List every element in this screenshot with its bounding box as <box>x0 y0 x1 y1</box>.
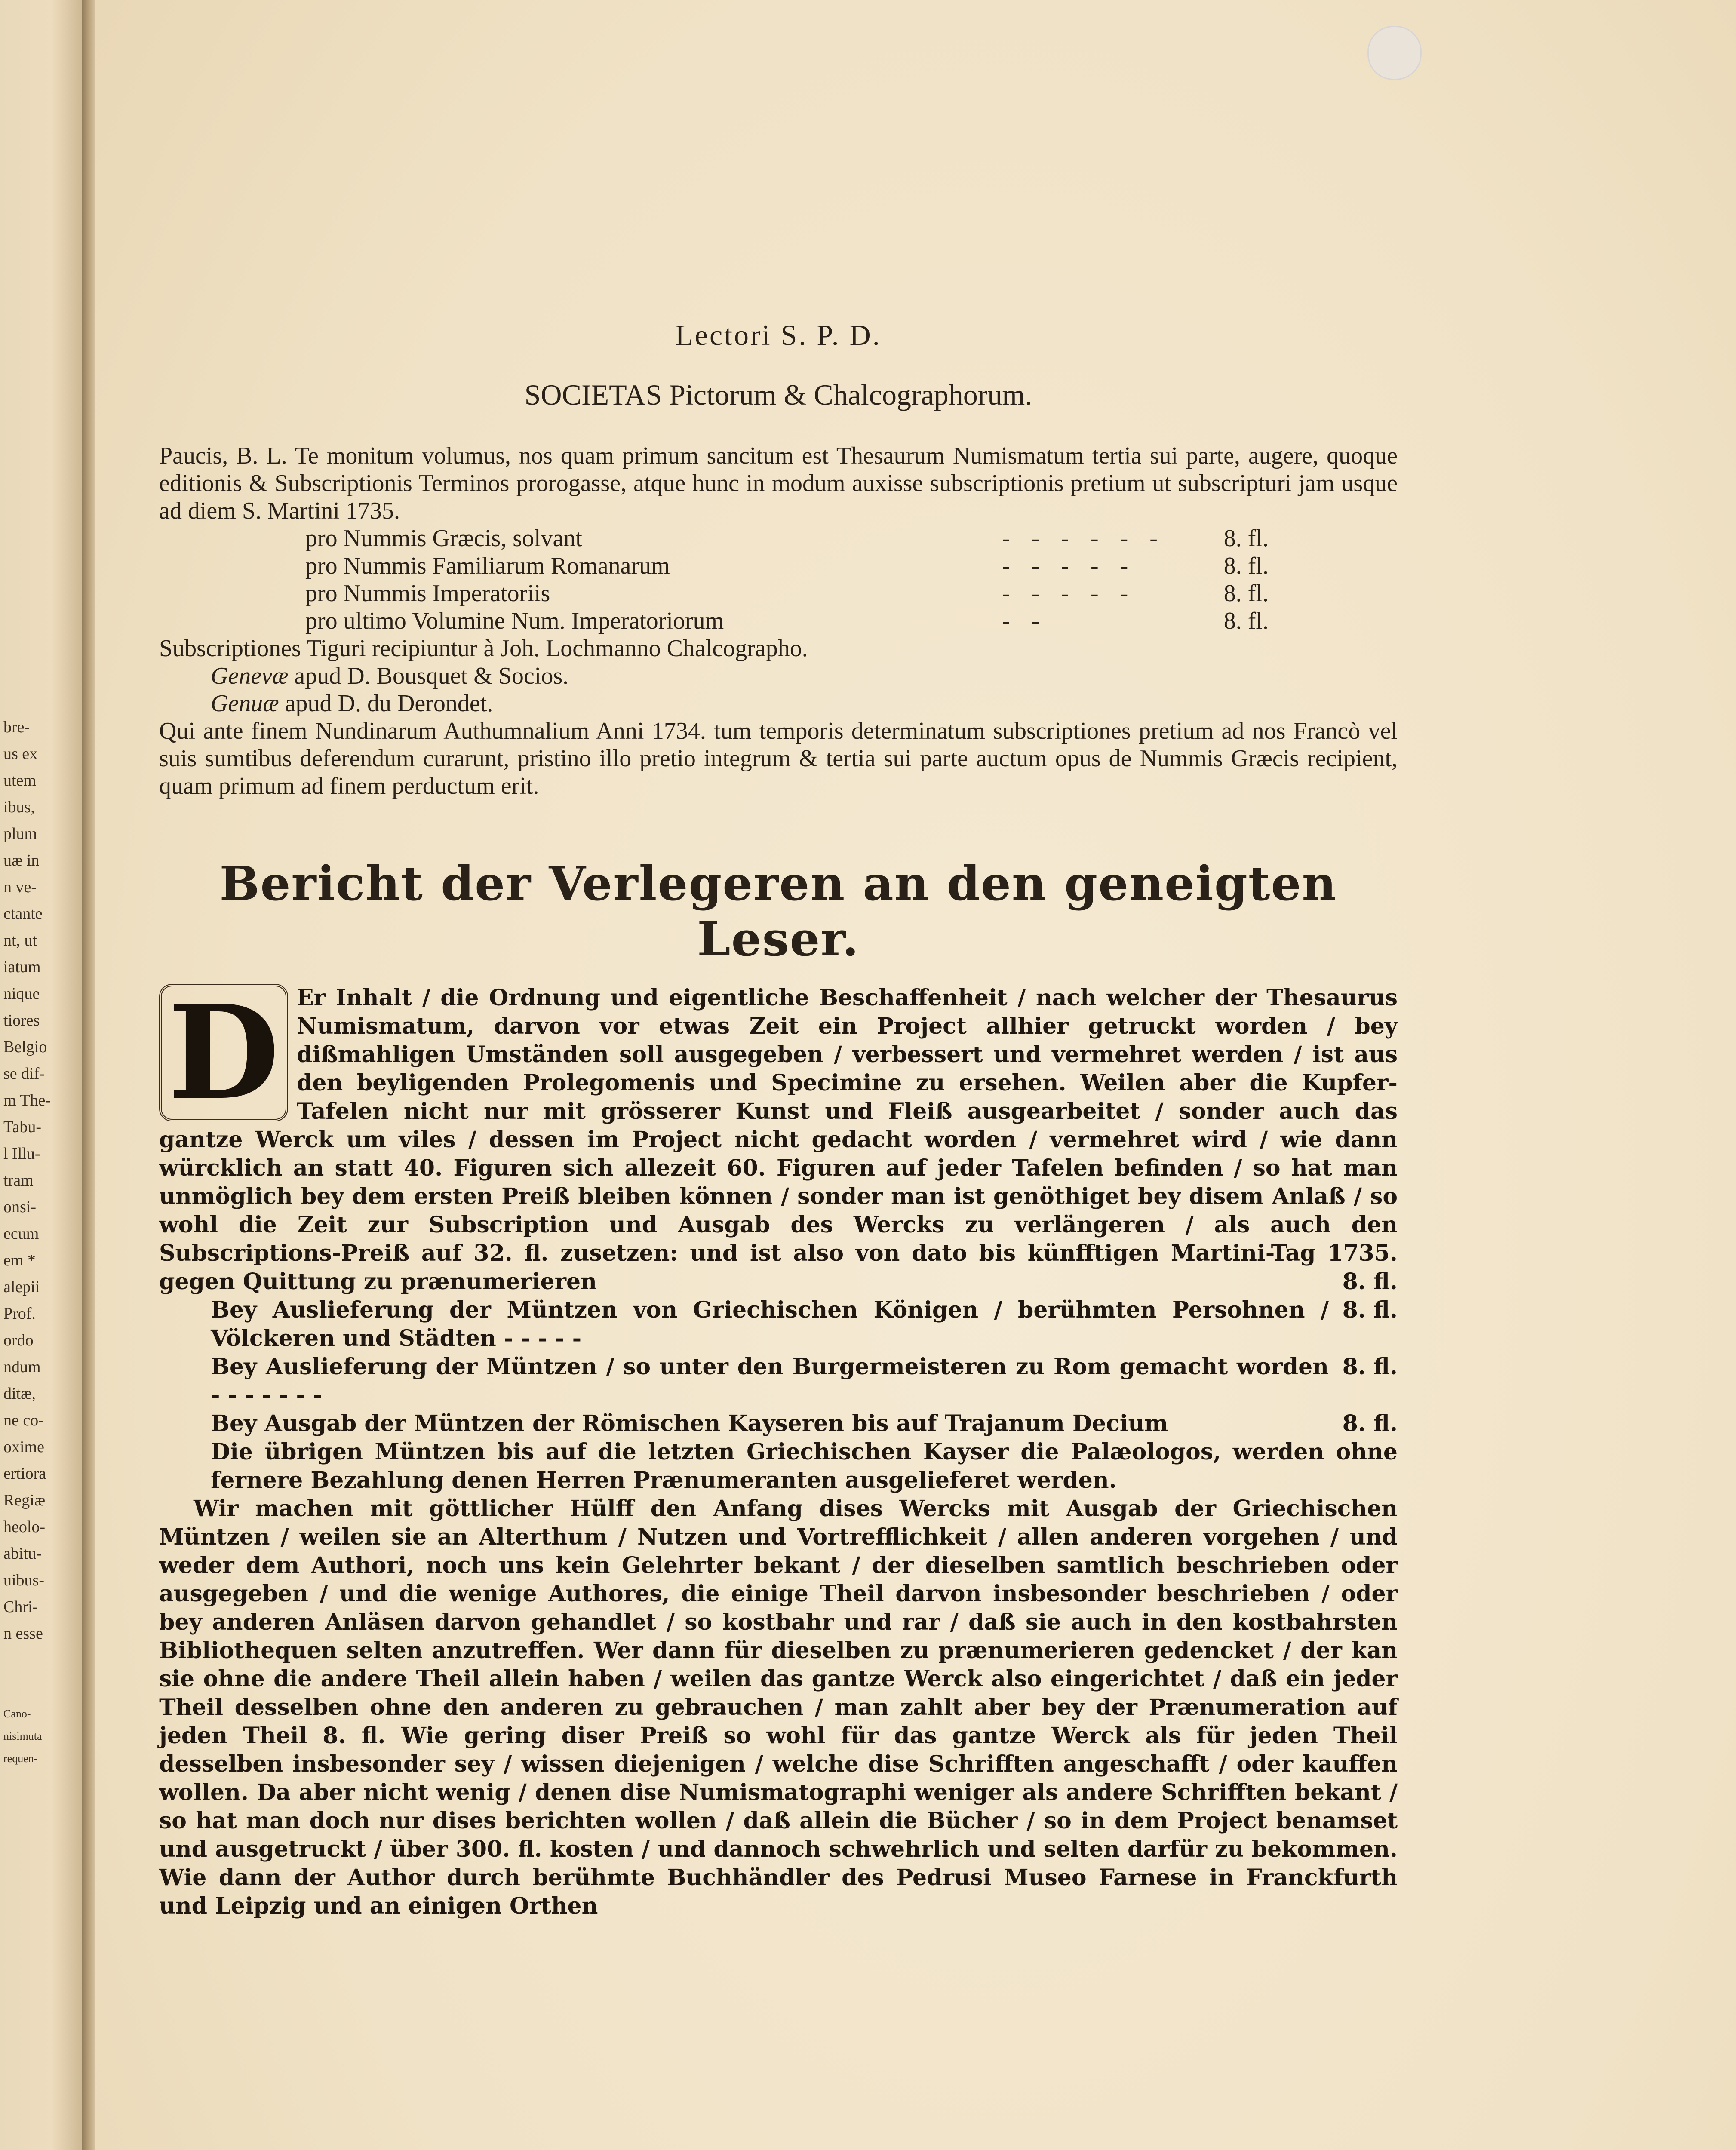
german-body <box>159 977 1398 1920</box>
genua-agent: apud D. du Derondet. <box>279 690 493 717</box>
german-price-desc <box>211 1410 1329 1438</box>
left-page-text <box>3 714 81 1647</box>
latin-geneva-line <box>159 662 1398 690</box>
left-page-fragment: us ex <box>3 745 38 763</box>
price-row <box>305 607 1269 635</box>
left-page-fragment: nique <box>3 985 40 1003</box>
german-price-text: Bey Auslieferung der Müntzen / so unter den Burgermeisteren zu Rom gemacht worden <box>211 1354 1329 1380</box>
left-page-fragment: ditæ, <box>3 1385 36 1403</box>
left-page-fragment: ndum <box>3 1358 41 1376</box>
price-label: pro ultimo Volumine Num. Imperatoriorum <box>305 608 724 634</box>
left-page-small-fragment: requen- <box>3 1752 38 1765</box>
german-price-dashes: - - - - - - - <box>211 1382 323 1408</box>
left-page-fragment: uibus- <box>3 1571 44 1589</box>
german-price-amount: 8. fl. <box>1342 1297 1398 1323</box>
left-page-fragment: alepii <box>3 1278 40 1296</box>
left-page-fragment: bre- <box>3 718 30 736</box>
price-row <box>305 580 1269 607</box>
latin-heading-societas: SOCIETAS Pictorum & Chalcographorum. <box>524 378 1032 411</box>
price-dashes: - - - - - <box>1002 580 1136 607</box>
left-page-small-text <box>3 1703 81 1770</box>
german-price-row <box>159 1353 1398 1410</box>
left-page-small-fragment: Cano- <box>3 1708 31 1720</box>
left-page-fragment: tram <box>3 1171 34 1189</box>
german-para1-wrap <box>159 977 1398 1296</box>
german-para2: Wir machen mit göttlicher Hülff den Anfang dises Wercks mit Ausgab der Griechischen Müntzen / weilen sie an Alterthum / Nutzen und Vortrefflichkeit / allen anderen vorgehen / und weder dem Authori, noch uns kein Gelehrter bekant / der dieselben samtlich beschrieben oder ausgegeben / und die wenige Authores, die einige Theil darvon insbesonder beschrieben / oder bey anderen Anläsen darvon gehandlet / so kostbahr und rar / daß sie auch in den kostbahrsten Bibliothequen selten anzutreffen. Wer dann für dieselben zu prænumerieren gedencket / der kan sie ohne die andere Theil allein haben / weilen das gantze Werck also eingerichtet / daß ein jeder Theil desselben ohne den anderen zu gebrauchen / man zahlt aber bey der Prænumeration auf jeden Theil 8. fl. Wie gering diser Preiß so wohl für das gantze Werck als für jeden Theil desselben insbesonder sey / wissen diejenigen / welche dise Schrifften angeschafft / oder kauffen wollen. Da aber nicht wenig / denen dise Numismatographi weniger als andere Schrifften bekant / so hat man doch nur dises berichten wollen / daß allein die Bücher / so in dem Project benamset und ausgetruckt / über 300. fl. kosten / und dannoch schwehrlich und selten darfür zu bekommen. Wie dann der Author durch berühmte Buchhändler des Pedrusi Museo Farnese in Franckfurth und Leipzig und an einigen Orthen <box>159 1496 1398 1919</box>
latin-closing: Qui ante finem Nundinarum Authumnalium Anni 1734. tum temporis determinatum subscriptiones pretium ad nos Francò vel suis sumtibus deferendum curarunt, pristino illo pretio integrum & tertia sui parte auctum opus de Nummis Græcis recipient, quam primum ad finem perductum erit. <box>159 718 1398 799</box>
german-price-text: Bey Ausgab der Müntzen der Römischen Kayseren bis auf Trajanum Decium <box>211 1410 1168 1437</box>
left-page-fragment: em * <box>3 1251 36 1269</box>
latin-heading-lectori: Lectori S. P. D. <box>675 319 882 351</box>
left-page-fragment: ibus, <box>3 798 35 816</box>
german-price-desc <box>211 1353 1329 1410</box>
german-rest-note: Die übrigen Müntzen bis auf die letzten Griechischen Kayser die Palæologos, werden ohne fernere Bezahlung denen Herren Prænumeranten ausgelieferet werden. <box>211 1439 1398 1493</box>
left-page-fragment: uæ in <box>3 851 40 869</box>
left-page-fragment: utem <box>3 771 36 789</box>
left-page-fragment: l Illu- <box>3 1145 40 1163</box>
decorated-initial: D <box>159 984 288 1121</box>
price-dashes: - - - - - - <box>1002 525 1165 552</box>
left-page-fragment: iatum <box>3 958 41 976</box>
german-heading: Bericht der Verlegeren an den geneigten Leser. <box>219 856 1337 967</box>
left-page-fragment: Chri- <box>3 1598 38 1616</box>
german-price-desc <box>211 1296 1329 1353</box>
left-page-fragment: onsi- <box>3 1198 36 1216</box>
left-page-fragment: n esse <box>3 1625 43 1643</box>
left-page-fragment: Belgio <box>3 1038 47 1056</box>
left-page-edge <box>0 0 86 2150</box>
german-price-row <box>159 1410 1398 1438</box>
left-page-fragment: ordo <box>3 1331 34 1349</box>
left-page-fragment: abitu- <box>3 1545 42 1563</box>
left-page-fragment: m The- <box>3 1091 51 1109</box>
german-price-text: Bey Auslieferung der Müntzen von Griechischen Königen / berühmten Persohnen / Völckeren und Städten <box>211 1297 1329 1351</box>
price-label: pro Nummis Familiarum Romanarum <box>305 553 670 579</box>
german-price-amount: 8. fl. <box>1342 1410 1398 1437</box>
geneva-agent: apud D. Bousquet & Socios. <box>288 663 569 689</box>
german-para1-amount: 8. fl. <box>1342 1268 1398 1295</box>
latin-genua-line <box>159 690 1398 717</box>
page-content <box>159 318 1398 1920</box>
price-dashes: - - - - - <box>1002 553 1136 579</box>
left-page-fragment: tiores <box>3 1011 40 1029</box>
latin-subscriptiones: Subscriptiones Tiguri recipiuntur à Joh. Lochmanno Chalcographo. <box>159 635 808 662</box>
left-page-fragment: Regiæ <box>3 1491 46 1509</box>
left-page-fragment: se dif- <box>3 1065 45 1083</box>
latin-intro: Paucis, B. L. Te monitum volumus, nos quam primum sancitum est Thesaurum Numismatum tertia sui parte, augere, quoque editionis & Subscriptionis Terminos prorogasse, atque hunc in modum auxisse subscriptionis pretium ut subscripturi jam usque ad diem S. Martini 1735. <box>159 442 1398 524</box>
german-price-row <box>159 1296 1398 1353</box>
german-para1 <box>159 984 1398 1296</box>
german-price-amount: 8. fl. <box>1342 1354 1398 1380</box>
price-row <box>305 525 1269 552</box>
price-label: pro Nummis Græcis, solvant <box>305 525 582 552</box>
price-label: pro Nummis Imperatoriis <box>305 580 550 607</box>
price-amount: 8. fl. <box>1223 608 1269 634</box>
city-geneva: Genevæ <box>211 663 289 689</box>
price-amount: 8. fl. <box>1223 580 1269 607</box>
left-page-fragment: nt, ut <box>3 931 37 949</box>
left-page-fragment: ne co- <box>3 1411 44 1429</box>
german-price-dashes: - - - - - <box>504 1325 582 1351</box>
price-amount: 8. fl. <box>1223 525 1269 552</box>
german-para1-text: Er Inhalt / die Ordnung und eigentliche Beschaffenheit / nach welcher der Thesaurus Numismatum, darvon vor etwas Zeit ein Project allhier getruckt worden / bey dißmahligen Umständen soll ausgegeben / verbessert und vermehret werden / ist aus den beyligenden Prolegomenis und Specimine zu ersehen. Weilen aber die Kupfer-Tafelen nicht nur mit grösserer Kunst und Fleiß ausgearbeitet / sonder auch das gantze Werck um viles / dessen im Project nicht gedacht worden / vermehret wird / wie dann würcklich an statt 40. Figuren sich allezeit 60. Figuren auf jeder Tafelen befinden / so hat man unmöglich bey dem ersten Preiß bleiben können / sonder man ist genöthiget bey disem Anlaß / so wohl die Zeit zur Subscription und Ausgab des Wercks zu verlängeren / als auch den Subscriptions-Preiß auf 32. fl. zusetzen: und ist also von dato bis künfftigen Martini-Tag 1735. gegen Quittung zu prænumerieren <box>159 985 1398 1295</box>
left-page-fragment: heolo- <box>3 1518 46 1536</box>
price-dashes: - - <box>1002 608 1048 634</box>
price-amount: 8. fl. <box>1223 553 1269 579</box>
left-page-fragment: oxime <box>3 1438 44 1456</box>
left-page-fragment: n ve- <box>3 878 37 896</box>
city-genua: Genuæ <box>211 690 279 717</box>
left-page-fragment: ctante <box>3 905 43 923</box>
latin-price-list <box>305 525 1269 635</box>
paper-clip-top <box>1367 26 1422 80</box>
left-page-fragment: Tabu- <box>3 1118 42 1136</box>
left-page-fragment: ecum <box>3 1225 39 1243</box>
left-page-fragment: Prof. <box>3 1305 36 1323</box>
left-page-fragment: ertiora <box>3 1465 46 1483</box>
left-page-fragment: plum <box>3 825 37 843</box>
left-page-small-fragment: nisimuta <box>3 1730 42 1742</box>
price-row <box>305 552 1269 580</box>
